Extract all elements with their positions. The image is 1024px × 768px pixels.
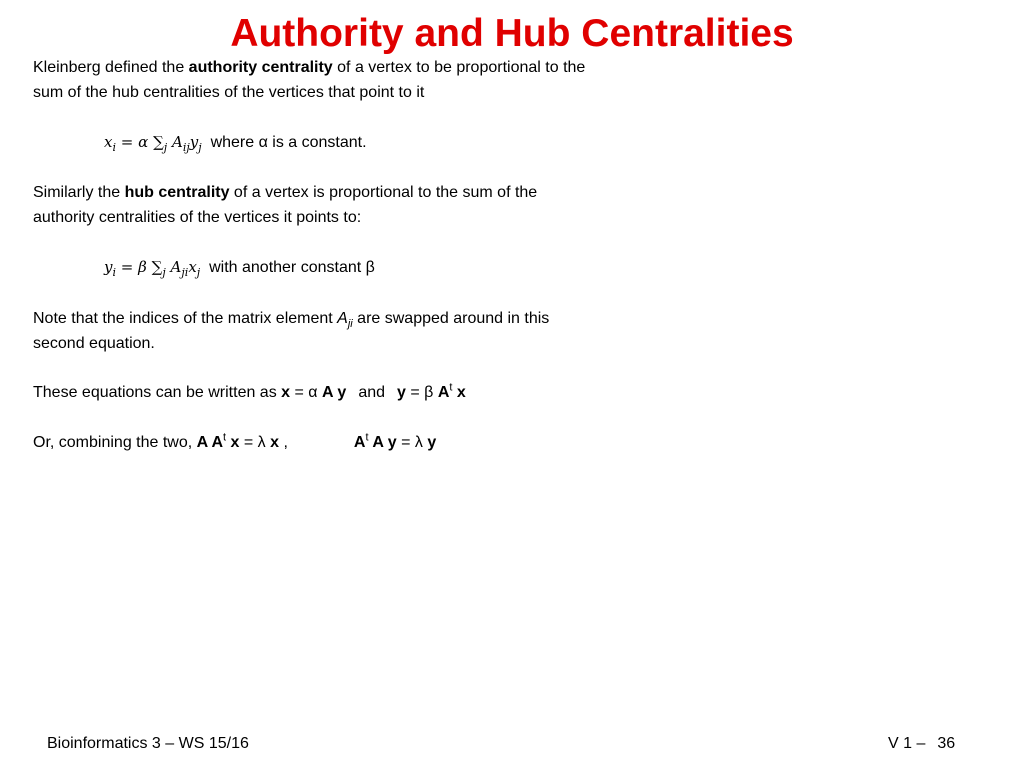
paragraph-matrix-form: These equations can be written as x = α A y and y = β $A^t$ x [33,381,466,401]
paragraph-index-note: Note that the indices of the matrix element $A_{ji}$ are swapped around in this second equation. [33,310,550,352]
term-hub-centrality: hub centrality [124,184,230,201]
footer-lecture: V 1 – [888,735,926,752]
slide-title: Authority and Hub Centralities [230,12,794,55]
paragraph-combined-equations: Or, combining the two, A $A^t$ x = λ x , $A^t$ A y = λ y [33,431,437,451]
paragraph-hub-definition: Similarly the hub centrality of a vertex is proportional to the sum of the authority centralities of the vertices it points to: [33,184,538,226]
footer-page [888,733,955,755]
paragraph-authority-definition: Kleinberg defined the authority centrality of a vertex to be proportional to the sum of the hub centralities of the vertices that point to it [33,59,586,101]
footer-course: Bioinformatics 3 – WS 15/16 [47,735,249,752]
term-authority-centrality: authority centrality [188,59,333,76]
page-number: 36 [937,735,956,752]
equation-hub: $y_i = \beta$ $\sum_j$ $A_{ji}x_j$ with another constant β [104,258,375,279]
equation-authority: $x_i = \alpha$ $\sum_j$ $A_{ij}y_j$ where α is a constant. [104,133,367,154]
